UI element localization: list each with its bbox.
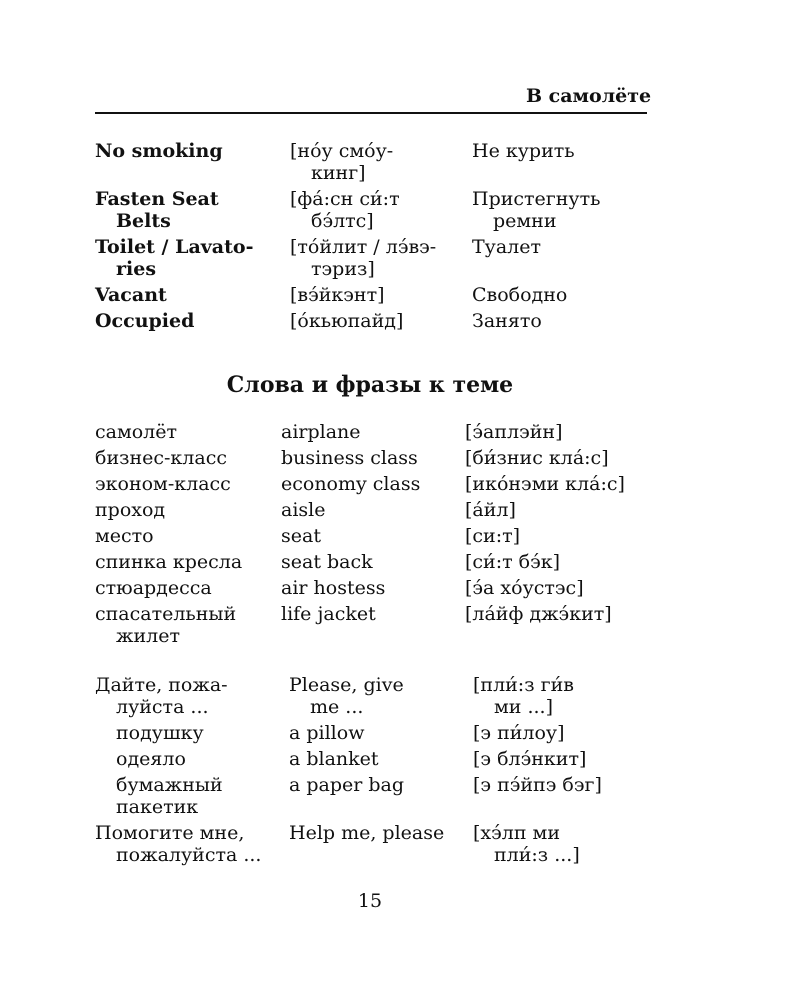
vocab-russian: спасательный жилет (95, 603, 237, 647)
vocab-transcription: [си́:т бэ́к] (465, 551, 561, 573)
running-header: В самолёте (526, 85, 652, 107)
section-heading: Слова и фразы к теме (226, 372, 514, 398)
sign-english: Vacant (95, 284, 167, 306)
sign-english: Toilet / Lavato- ries (95, 236, 254, 280)
vocab-transcription: [си:т] (465, 525, 521, 547)
sign-russian: Пристегнуть ремни (472, 188, 601, 232)
vocab-english: air hostess (281, 577, 386, 599)
vocab-transcription: [би́знис кла́:с] (465, 447, 609, 469)
vocab-english: life jacket (281, 603, 376, 625)
header-rule (95, 112, 647, 114)
vocab-russian: бизнес-класс (95, 447, 227, 469)
sign-russian: Свободно (472, 284, 568, 306)
vocab-transcription: [э́аплэйн] (465, 421, 563, 443)
phrase-english: a paper bag (289, 774, 405, 796)
sign-transcription: [вэ́йкэнт] (290, 284, 385, 306)
vocab-english: business class (281, 447, 418, 469)
phrase-russian: одеяло (116, 748, 186, 770)
sign-transcription: [то́йлит / лэ́вэ- тэриз] (290, 236, 437, 280)
vocab-transcription: [ико́нэми кла́:с] (465, 473, 625, 495)
phrase-transcription: [э блэ́нкит] (473, 748, 587, 770)
phrase-russian: подушку (116, 722, 204, 744)
sign-russian: Туалет (472, 236, 542, 258)
phrase-transcription: [э пи́лоу] (473, 722, 565, 744)
sign-english: Occupied (95, 310, 195, 332)
vocab-transcription: [ла́йф джэ́кит] (465, 603, 612, 625)
phrase-english: Please, give me ... (289, 674, 404, 718)
vocab-russian: самолёт (95, 421, 178, 443)
sign-english: Fasten Seat Belts (95, 188, 219, 232)
phrase-transcription: [пли́:з ги́в ми ...] (473, 674, 574, 718)
phrase-transcription: [хэ́лп ми пли́:з ...] (473, 822, 580, 866)
vocab-transcription: [а́йл] (465, 499, 516, 521)
sign-russian: Занято (472, 310, 542, 332)
sign-russian: Не курить (472, 140, 575, 162)
phrase-english: a pillow (289, 722, 365, 744)
phrase-english: a blanket (289, 748, 379, 770)
page-number: 15 (357, 890, 383, 912)
vocab-russian: спинка кресла (95, 551, 243, 573)
sign-english: No smoking (95, 140, 223, 162)
vocab-english: economy class (281, 473, 421, 495)
vocab-russian: проход (95, 499, 166, 521)
phrase-transcription: [э пэ́йпэ бэг] (473, 774, 602, 796)
vocab-russian: эконом-класс (95, 473, 231, 495)
vocab-english: airplane (281, 421, 361, 443)
sign-transcription: [но́у смо́у- кинг] (290, 140, 394, 184)
vocab-english: seat back (281, 551, 373, 573)
vocab-russian: стюардесса (95, 577, 212, 599)
phrase-russian: бумажный пакетик (116, 774, 223, 818)
vocab-english: seat (281, 525, 321, 547)
phrase-russian: Помогите мне, пожалуйста ... (95, 822, 262, 866)
vocab-russian: место (95, 525, 154, 547)
sign-transcription: [о́кьюпайд] (290, 310, 404, 332)
vocab-english: aisle (281, 499, 326, 521)
phrase-russian: Дайте, пожа- луйста ... (95, 674, 228, 718)
phrase-english: Help me, please (289, 822, 445, 844)
sign-transcription: [фа́:сн си́:т бэ́лтс] (290, 188, 400, 232)
vocab-transcription: [э́а хо́устэс] (465, 577, 584, 599)
